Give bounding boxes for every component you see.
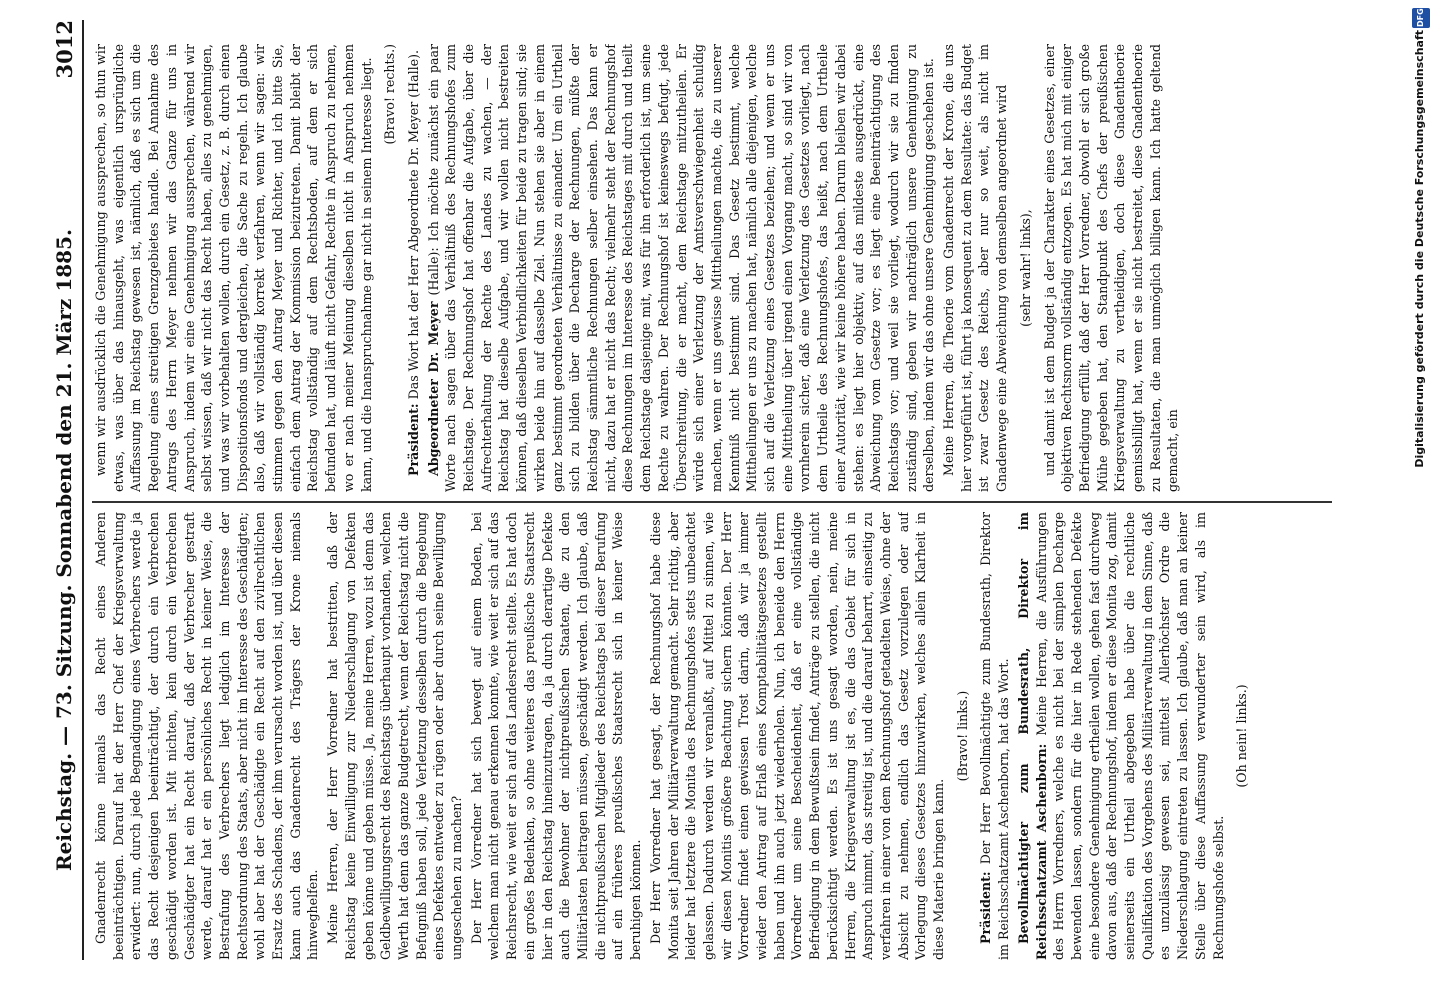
speaker-name: Präsident: <box>405 403 421 476</box>
header-rule <box>82 20 84 960</box>
interjection: (sehr wahr! links), <box>1017 209 1033 327</box>
speaker-name: Bevollmächtigter zum Bundesrath, Direktor im Reichsschatzamt Aschenborn: <box>1015 512 1049 960</box>
paragraph: wenn wir ausdrücklich die Genehmigung aussprechen, so thun wir etwas, was über das hinausgeht, was eigentlich ursprüngliche Auffassung im Reichstag gewesen ist, nämlich, daß es sich um die Regelung eines streitigen Grenzgebietes handle. Bei Annahme des Antrags des Herrn Meyer nehmen wir das Ganze für uns in Anspruch, indem wir eine Genehmigung aussprechen, während wir selbst wissen, daß wir nicht das Recht haben, alles zu genehmigen, und was wir vorbehalten wollen, durch ein Gesetz, z. B. durch einen Dispositionsfonds und dergleichen, die Sache zu regeln. Ich glaube also, daß wir vollständig korrekt verfahren, wenn wir sagen: wir stimmen gegen den Antrag Meyer und Richter, und ich bitte Sie, einfach dem Antrag der Kommission beizutreten. Damit bleibt der Reichstag vollständig auf dem Rechtsboden, auf dem er sich befunden hat, und läuft nicht Gefahr, Rechte in Anspruch zu nehmen, wo er nach meiner Meinung dieselben nicht in Anspruch nehmen kann, und die Inanspruchnahme gar nicht in seinem Interesse liegt. <box>93 44 374 492</box>
speaker-paragraph <box>1015 512 1227 960</box>
speaker-name: Präsident: <box>978 871 994 944</box>
paragraph: Meine Herren, die Theorie vom Gnadenrecht der Krone, die uns hier vorgeführt ist, führt ja konsequent zu dem Resultate: das Budget ist zwar Gesetz des Reichs, aber nur so weit, als nicht im Gnadenwege eine Abweichung von demselben angeordnet wird <box>941 44 1010 492</box>
speaker-paragraph <box>425 44 938 492</box>
speaker-paragraph <box>405 44 423 492</box>
column-divider <box>92 501 1332 503</box>
paragraph: und damit ist dem Budget ja der Charakter eines Gesetzes, einer objektiven Rechtsnorm vollständig entzogen. Es hat mich mit einiger Befriedigung erfüllt, daß der Herr Vorredner, obwohl er sich große Mühe gegeben hat, den Standpunkt des Chefs der preußischen Kriegsverwaltung zu vertheidigen, doch diese Gnadentheorie gemissbilligt hat, wenn er sie nicht bestreitet, diese Gnadentheorie zu Resultaten, die man unmöglich billigen kann. Ich hatte geltend gemacht, ein <box>1041 44 1181 492</box>
speech-text: (Halle): Ich möchte zunächst ein paar Worte nach sagen über das Verhältniß des Rechnungshofes zum Reichstage. Der Rechnungshof hat offenbar die Aufgabe, über die Aufrechterhaltung der Rechte des Landes zu wachen, — der Reichstag hat dieselbe Aufgabe, und wir wollen nicht bestreiten können, daß dieselben Verbindlichkeiten für beide zu tragen sind; sie wirken beide hin auf dasselbe Ziel. Nun stehen sie aber in einem ganz bestimmt geordneten Verhältnisse zu einander. Um ein Urtheil sich zu bilden über die Decharge der Rechnungen, müßte der Reichstag sämmtliche Rechnungen selber einsehen. Das kann er nicht, dazu hat er nicht das Recht; vielmehr steht der Rechnungshof diese Rechnungen im Interesse des Reichstages mit durch und theilt dem Reichstage dasjenige mit, was für ihn erforderlich ist, um seine Rechte zu wahren. Der Rechnungshof ist keineswegs befugt, jede Überschreitung, die er macht, dem Reichstage mitzutheilen. Er würde sich einer Verletzung der Amtsverschwiegenheit schuldig machen, wenn er uns gewisse Mittheilungen machte, die zu unserer Kenntniß nicht bestimmt sind. Das Gesetz bestimmt, welche Mittheilungen er uns zu machen hat, nämlich alle diejenigen, welche sich auf die Verletzung eines Gesetzes beziehen; und wenn er uns eine Mittheilung über irgend einen Vorgang macht, so sind wir von vornherein sicher, daß eine Verletzung des Gesetzes vorliegt, nach dem Urtheile des Rechnungshofes, das heißt, nach dem Urtheile einer Autorität, wie wir keine höhere haben. Darum bleiben wir dabei stehen: es liegt hier objektiv, auf das mildeste ausgedrückt, eine Abweichung vom Gesetze vor; es liegt eine Beeinträchtigung des Reichstags vor; und weil sie vorliegt, wodurch wir sie zu finden zuständig sind, geben wir nachträglich unsere Genehmigung zu derselben, indem wir das ohne unsere Genehmigung geschehen ist. <box>425 44 937 492</box>
speech-text: Meine Herren, die Ausführungen des Herrn Vorredners, welche es nicht bei der simplen Decharge bewenden lassen, sondern für die hier in Rede stehenden Defekte eine besondere Genehmigung ertheilen wollen, gehen fast durchweg davon aus, daß der Rechnungshof, indem er diese Monita zog, damit seinerseits ein Urtheil abgegeben habe über die rechtliche Qualifikation des Vorgehens des Militärverwaltung in dem Sinne, daß es unzulässig gewesen sei, mittelst Allerhöchster Ordre die Niederschlagung eintreten zu lassen. Ich glaube, daß man an keiner Stelle über diese Auffassung verwunderter sein wird, als im Rechnungshofe selbst. <box>1033 512 1226 960</box>
interjection: (Oh nein! links.) <box>1234 684 1250 788</box>
page-number: 3012 <box>52 20 77 79</box>
paragraph: Der Herr Vorredner hat gesagt, der Rechnungshof habe diese Monita seit Jahren der Militärverwaltung gemacht. Sehr richtig, aber leider hat letztere die Monita des Rechnungshofes stets unbeachtet gelassen. Dadurch werden wir veranlaßt, auf Mittel zu sinnen, wie wir diesen Monitis größere Beachtung sichern könnten. Der Herr Vorredner findet einen gewissen Trost darin, daß wir ja immer wieder den Antrag auf Erlaß eines Komptabilitätsgesetzes gestellt haben und ihn auch jetzt wiederholen. Nun, ich beneide den Herrn Vorredner um seine Bescheidenheit, daß er eine vollständige Befriedigung in dem Bewußtsein findet, Anträge zu stellen, die nicht berücksichtigt werden. Es ist uns gesagt worden, nein, meine Herren, die Kriegsverwaltung ist es, die das Gebiet für sich in Anspruch nimmt, das streitig ist, und die darauf beharrt, einseitig zu verfahren in einer von dem Rechnungshof getadelten Weise, ohne der Absicht zu nehmen, endlich das Gesetz vorzulegen oder auf Vorlegung dieses Gesetzes hinzuwirken, welches allein Klarheit in diese Materie bringen kann. <box>647 512 947 960</box>
paragraph: Meine Herren, der Herr Vorredner hat bestritten, daß der Reichstag keine Einwilligung zur Niederschlagung von Defekten geben könne und geben müsse. Ja, meine Herren, wozu ist denn das Geldbewilligungsrecht des Reichstags überhaupt vorhanden, welchen Werth hat denn das ganze Budgetrecht, wenn der Reichstag nicht die Befugniß haben soll, jede Verletzung desselben durch die Begebung eines Defektes entweder zu rügen oder aber durch seine Bewilligung ungeschehen zu machen? <box>325 512 465 960</box>
paragraph: Gnadenrecht könne niemals das Recht eines Anderen beeinträchtigen. Darauf hat der Herr Chef der Kriegsverwaltung erwidert: nun, durch jede Begnadigung eines Verbrechers werde ja das Recht desjenigen beeinträchtigt, der durch ein Verbrechen geschädigt worden ist. Mit nichten, kein durch ein Verbrechen Geschädigter hat ein Recht darauf, daß der Verbrecher gestraft werde, darauf hat er ein persönliches Recht in keiner Weise, die Bestrafung des Verbrechers liegt lediglich im Interesse der Rechtsordnung des Staats, aber nicht im Interesse des Geschädigten; wohl aber hat der Geschädigte ein Recht auf den zivilrechtlichen Ersatz des Schadens, der ihm verursacht worden ist, und über diesen kann auch das Gnadenrecht des Trägers der Krone niemals hinweghelfen. <box>93 512 321 960</box>
paragraph: Der Herr Vorredner hat sich bewegt auf einem Boden, bei welchem man nicht genau erkennen konnte, wie weit er sich auf das Reichsrecht, wie weit er sich auf das Landesrecht stellte. Es hat doch ein großes Bedenken, so ohne weiteres das preußische Staatsrecht hier in den Reichstag hineinzutragen, da ja durch derartige Defekte auch die Bewohner der nichtpreußischen Staaten, die zu den Militärlasten beitragen müssen, geschädigt werden. Ich glaube, daß die nichtpreußischen Mitglieder des Reichstags bei dieser Berufung auf ein früheres preußisches Staatsrecht sich in keiner Weise beruhigen können. <box>468 512 644 960</box>
running-title: Reichstag. — 73. Sitzung. Sonnabend den 21. März 1885. <box>52 229 76 871</box>
credit-text: Digitalisierung gefördert durch die Deutsche Forschungsgemeinschaft <box>1413 30 1426 468</box>
speaker-name: Abgeordneter Dr. Meyer <box>425 301 441 476</box>
left-text-column <box>92 44 1332 492</box>
page-header <box>46 20 80 960</box>
speech-text: Der Herr Bevollmächtigte zum Bundesrath, Direktor im Reichsschatzamt Aschenborn, hat das Wort. <box>978 512 1012 960</box>
speech-text: Das Wort hat der Herr Abgeordnete Dr. Meyer (Halle). <box>405 49 421 404</box>
digitization-credit <box>1412 30 1428 990</box>
right-text-column <box>92 512 1332 960</box>
dfg-logo-text: DFG <box>1416 8 1425 28</box>
interjection: (Bravo! links.) <box>954 690 970 782</box>
dfg-logo-icon <box>1412 8 1430 28</box>
speaker-paragraph <box>977 512 1012 960</box>
interjection: (Bravo! rechts.) <box>382 44 398 145</box>
